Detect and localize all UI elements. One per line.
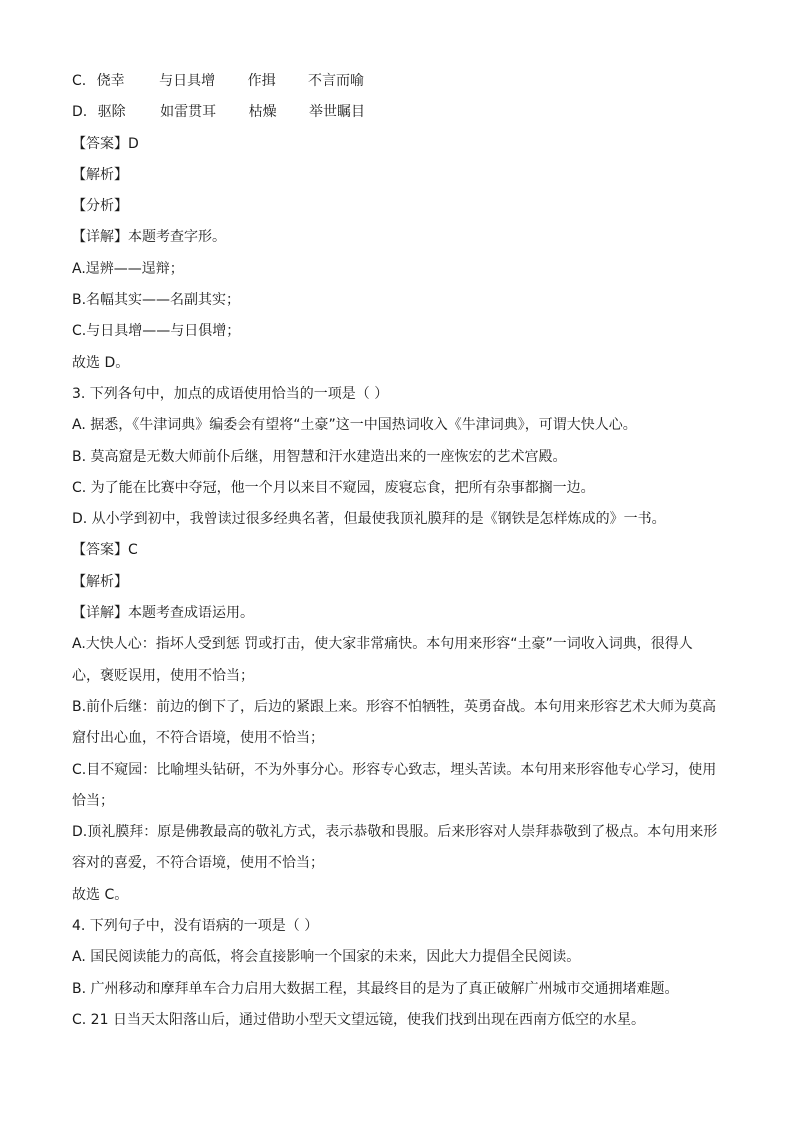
option-word: 不言而喻 [308, 73, 365, 89]
q3-explain-a-line1: A.大快人心：指坏人受到惩 罚或打击，使大家非常痛快。本句用来形容“土豪”一词收入词典，很得人 [72, 636, 693, 653]
q3-option-b: B. 莫高窟是无数大师前仆后继，用智慧和汗水建造出来的一座恢宏的艺术宫殿。 [72, 448, 567, 465]
option-label: D. [72, 104, 88, 121]
q2-explain-line: B.名幅其实——名副其实； [72, 292, 241, 309]
option-label: C. [72, 73, 87, 89]
q3-explain-b-line1: B.前仆后继：前边的倒下了，后边的紧跟上来。形容不怕牺牲，英勇奋战。本句用来形容艺术大师为莫高 [72, 698, 717, 715]
q3-analysis-heading: 【解析】 [72, 573, 128, 590]
option-word: 驱除 [97, 104, 126, 121]
q3-explain-a-line2: 心，褒贬误用，使用不恰当； [72, 667, 254, 684]
q4-stem: 4. 下列句子中，没有语病的一项是（ ） [72, 918, 319, 935]
q3-explain-d-line1: D.顶礼膜拜：原是佛教最高的敬礼方式，表示恭敬和畏服。后来形容对人崇拜恭敬到了极点。本句用来形 [72, 824, 718, 841]
q3-explain-c-line1: C.目不窥园：比喻埋头钻研，不为外事分心。形容专心致志，埋头苦读。本句用来形容他专心学习，使用 [72, 761, 717, 778]
q3-detail: 【详解】本题考查成语运用。 [72, 605, 254, 622]
q2-answer: 【答案】D [72, 135, 139, 152]
q3-stem: 3. 下列各句中，加点的成语使用恰当的一项是（ ） [72, 385, 389, 402]
q2-option-c [72, 66, 722, 97]
q3-explain-b-line2: 窟付出心血，不符合语境，使用不恰当； [72, 730, 324, 747]
q3-option-a: A. 据悉，《牛津词典》编委会有望将“土豪”这一中国热词收入《牛津词典》，可谓大快人心。 [72, 417, 637, 434]
q2-fenxi-heading: 【分析】 [72, 198, 128, 215]
option-word: 举世瞩目 [309, 104, 366, 121]
q3-answer: 【答案】C [72, 542, 138, 559]
document-content [72, 66, 722, 1036]
q3-conclusion: 故选 C。 [72, 886, 129, 903]
q2-explain-line: C.与日具增——与日俱增； [72, 323, 241, 340]
q2-detail: 【详解】本题考查字形。 [72, 229, 226, 246]
q3-option-c: C. 为了能在比赛中夺冠，他一个月以来目不窥园，废寝忘食，把所有杂事都搁一边。 [72, 479, 595, 496]
q4-option-c: C. 21 日当天太阳落山后，通过借助小型天文望远镜，使我们找到出现在西南方低空的水星。 [72, 1011, 645, 1028]
option-word: 如雷贯耳 [160, 104, 217, 121]
q3-option-d: D. 从小学到初中，我曾读过很多经典名著，但最使我顶礼膜拜的是《钢铁是怎样炼成的》一书。 [72, 511, 666, 528]
q3-explain-d-line2: 容对的喜爱，不符合语境，使用不恰当； [72, 855, 324, 872]
option-word: 枯燥 [248, 104, 277, 121]
q2-explain-line: A.逞辨——逞辩； [72, 260, 184, 277]
option-word: 与日具增 [159, 73, 216, 89]
q3-explain-c-line2: 恰当； [72, 792, 114, 809]
option-word: 侥幸 [96, 73, 125, 89]
q4-option-a: A. 国民阅读能力的高低，将会直接影响一个国家的未来，因此大力提倡全民阅读。 [72, 949, 581, 966]
q2-analysis-heading: 【解析】 [72, 166, 128, 183]
q4-option-b: B. 广州移动和摩拜单车合力启用大数据工程，其最终目的是为了真正破解广州城市交通拥堵难题。 [72, 980, 679, 997]
q2-conclusion: 故选 D。 [72, 354, 130, 371]
q2-option-d [72, 97, 722, 128]
option-word: 作揖 [247, 73, 276, 89]
